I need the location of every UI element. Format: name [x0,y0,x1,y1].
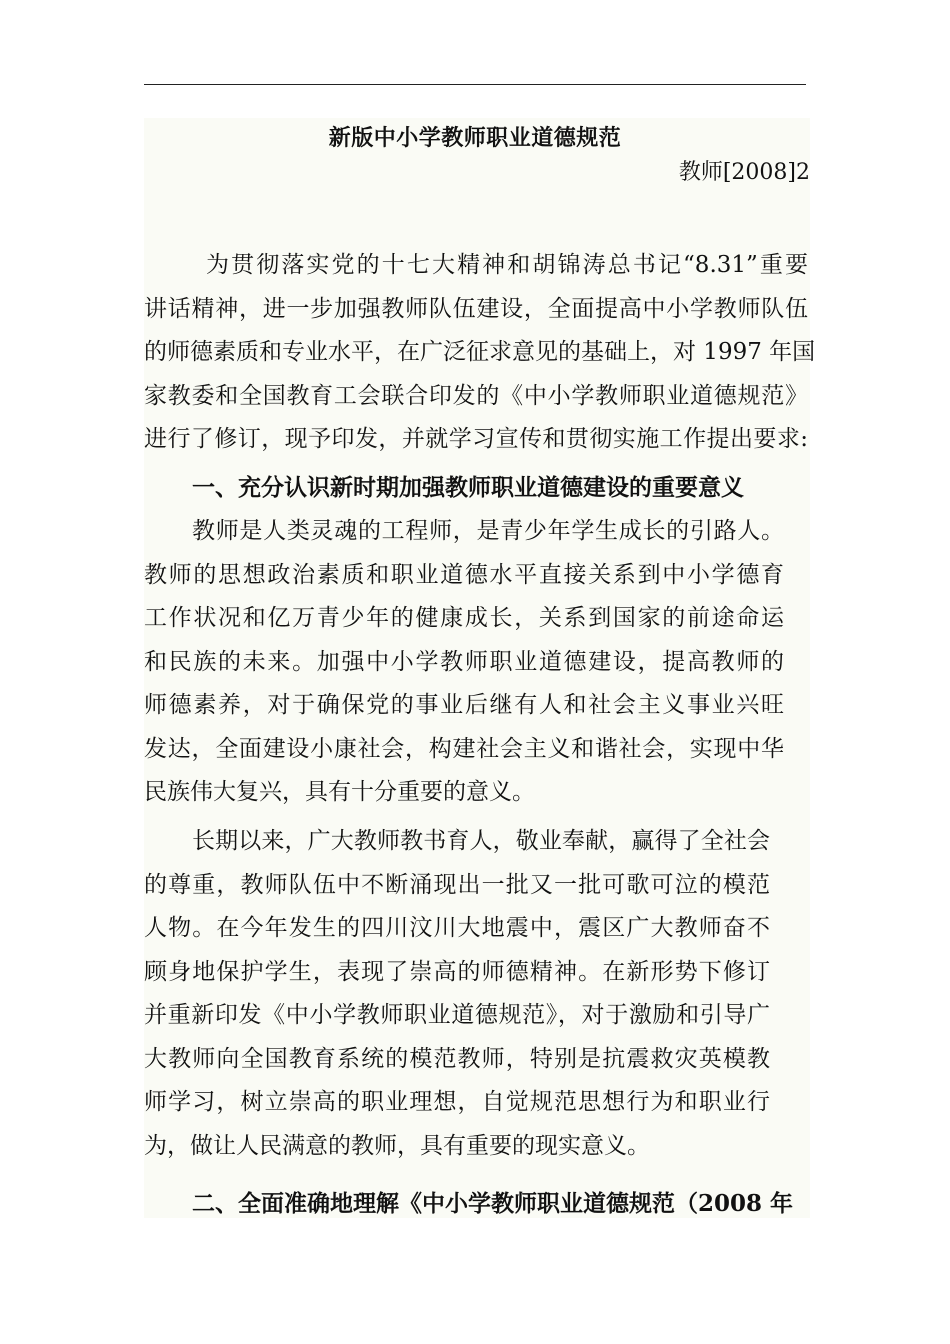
intro-line: 为贯彻落实党的十七大精神和胡锦涛总书记“8.31”重要 [206,252,808,278]
header-rule [144,84,806,85]
paragraph-line: 为，做让人民满意的教师，具有重要的现实意义。 [144,1132,650,1159]
paragraph-line: 发达，全面建设小康社会，构建社会主义和谐社会，实现中华 [144,735,784,762]
paragraph-line: 师学习，树立崇高的职业理想，自觉规范思想行为和职业行 [144,1089,770,1115]
paragraph-line: 长期以来，广大教师教书育人，敬业奉献，赢得了全社会 [192,828,770,854]
paragraph-line: 大教师向全国教育系统的模范教师，特别是抗震救灾英模教 [144,1045,770,1072]
intro-paragraph [144,244,816,462]
paragraph-line: 人物。在今年发生的四川汶川大地震中，震区广大教师奋不 [144,915,770,941]
intro-line: 的师德素质和专业水平，在广泛征求意见的基础上，对 1997 年国 [144,339,816,365]
paragraph-line: 教师是人类灵魂的工程师，是青少年学生成长的引路人。 [192,518,784,544]
document-number: 教师[2008]2 [678,160,810,185]
paragraph-line: 工作状况和亿万青少年的健康成长，关系到国家的前途命运 [144,605,784,631]
paragraph-line: 教师的思想政治素质和职业道德水平直接关系到中小学德育 [144,561,784,588]
intro-line: 讲话精神，进一步加强教师队伍建设，全面提高中小学教师队伍 [144,295,808,322]
paragraph-line: 顾身地保护学生，表现了崇高的师德精神。在新形势下修订 [144,958,770,985]
intro-line: 家教委和全国教育工会联合印发的《中小学教师职业道德规范》 [144,382,808,409]
paragraph-line: 的尊重，教师队伍中不断涌现出一批又一批可歌可泣的模范 [144,871,770,898]
section-heading-2: 二、全面准确地理解《中小学教师职业道德规范（2008 年 [192,1190,794,1217]
section-heading-1: 一、充分认识新时期加强教师职业道德建设的重要意义 [192,474,744,501]
paragraph-line: 民族伟大复兴，具有十分重要的意义。 [144,779,535,805]
section1-paragraph-2 [144,820,770,1168]
paragraph-line: 和民族的未来。加强中小学教师职业道德建设，提高教师的 [144,648,784,675]
document-body [144,118,816,1218]
document-title: 新版中小学教师职业道德规范 [328,125,622,151]
paragraph-line: 并重新印发《中小学教师职业道德规范》，对于激励和引导广 [144,1002,770,1028]
paragraph-line: 师德素养，对于确保党的事业后继有人和社会主义事业兴旺 [144,692,784,718]
section1-paragraph-1 [144,510,784,815]
intro-line: 进行了修订，现予印发，并就学习宣传和贯彻实施工作提出要求: [144,426,808,452]
